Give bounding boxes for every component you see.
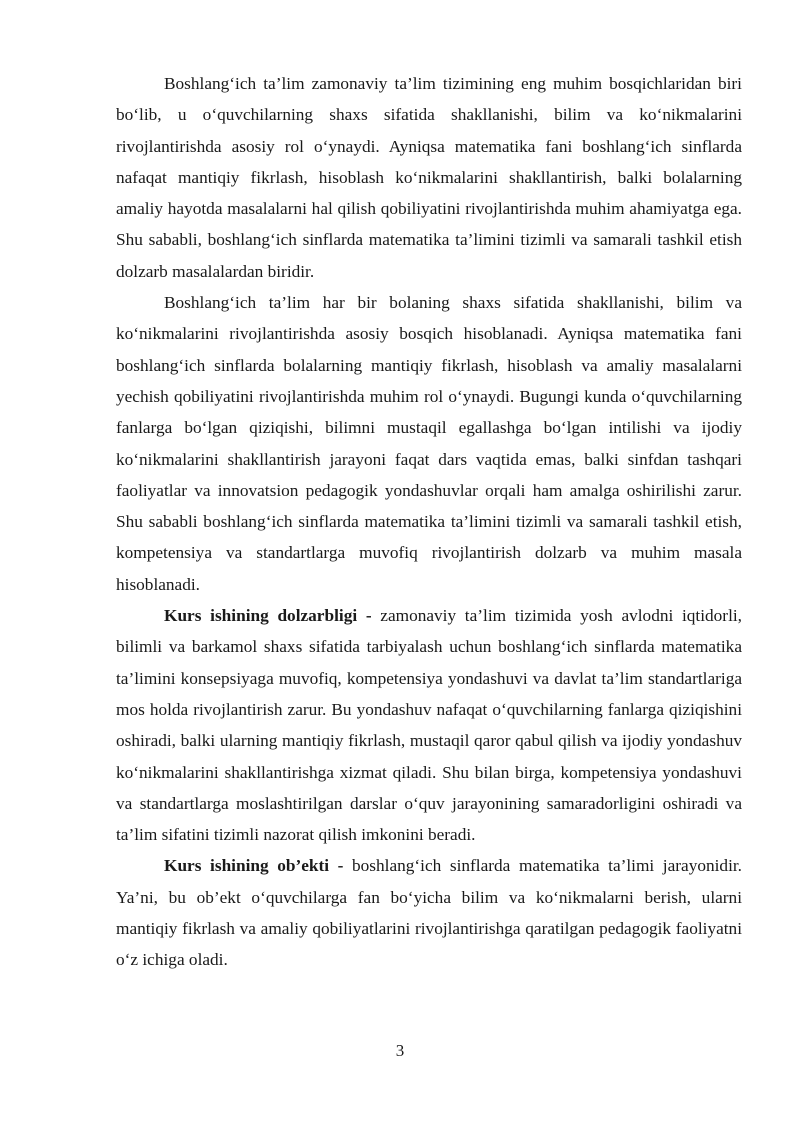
paragraph-heading: Kurs ishining ob’ekti - bbox=[164, 856, 344, 876]
paragraph-text: boshlang‘ich sinflarda matematika ta’limi jarayonidir. Ya’ni, bu ob’ekt o‘quvchilarga fan bo‘yicha bilim va ko‘nikmalarni berish, ularni mantiqiy fikrlash va amaliy qobiliyatlarini rivojlantirishga qaratilgan pedagogik faoliyatni o‘z ichiga oladi. bbox=[116, 856, 742, 970]
paragraph-intro bbox=[116, 68, 742, 287]
paragraph-object bbox=[116, 850, 742, 975]
paragraph-text: zamonaviy ta’lim tizimida yosh avlodni iqtidorli, bilimli va barkamol shaxs sifatida tarbiyalash uchun boshlang‘ich sinflarda matematika ta’limini konsepsiyaga muvofiq, kompetensiya yondashuvi va davlat ta’lim standartlariga mos holda rivojlantirish zarur. Bu yondashuv nafaqat o‘quvchilarning fanlarga qiziqishini oshiradi, balki ularning mantiqiy fikrlash, mustaqil qaror qabul qilish va ijodiy yondashuv ko‘nikmalarini shakllantirishga xizmat qiladi. Shu bilan birga, kompetensiya yondashuvi va standartlarga moslashtirilgan darslar o‘quv jarayonining samaradorligini oshiradi va ta’lim sifatini tizimli nazorat qilish imkonini beradi. bbox=[116, 606, 742, 845]
paragraph-text: Boshlang‘ich ta’lim har bir bolaning shaxs sifatida shakllanishi, bilim va ko‘nikmalarini rivojlantirishda asosiy bosqich hisoblanadi. Ayniqsa matematika fani boshlang‘ich sinflarda bolalarning mantiqiy fikrlash, hisoblash va amaliy masalalarni yechish qobiliyatini rivojlantirishda muhim rol o‘ynaydi. Bugungi kunda o‘quvchilarning fanlarga bo‘lgan qiziqishi, bilimni mustaqil egallashga bo‘lgan intilishi va ijodiy ko‘nikmalarini shakllantirish jarayoni faqat dars vaqtida emas, balki sinfdan tashqari faoliyatlar va innovatsion pedagogik yondashuvlar orqali ham amalga oshirilishi zarur. Shu sababli boshlang‘ich sinflarda matematika ta’limini tizimli va samarali tashkil etish, kompetensiya va standartlarga muvofiq rivojlantirish dolzarb va muhim masala hisoblanadi. bbox=[116, 293, 742, 594]
document-body bbox=[116, 68, 742, 976]
paragraph-relevance bbox=[116, 600, 742, 850]
paragraph-text: Boshlang‘ich ta’lim zamonaviy ta’lim tizimining eng muhim bosqichlaridan biri bo‘lib, u o‘quvchilarning shaxs sifatida shakllanishi, bilim va ko‘nikmalarini rivojlantirishda asosiy rol o‘ynaydi. Ayniqsa matematika fani boshlang‘ich sinflarda nafaqat mantiqiy fikrlash, hisoblash ko‘nikmalarini shakllantirish, balki bolalarning amaliy hayotda masalalarni hal qilish qobiliyatini rivojlantirishda muhim ahamiyatga ega. Shu sababli, boshlang‘ich sinflarda matematika ta’limini tizimli va samarali tashkil etish dolzarb masalalardan biridir. bbox=[116, 74, 742, 281]
page-number: 3 bbox=[395, 1041, 405, 1060]
paragraph-heading: Kurs ishining dolzarbligi - bbox=[164, 606, 372, 626]
paragraph-context bbox=[116, 287, 742, 600]
